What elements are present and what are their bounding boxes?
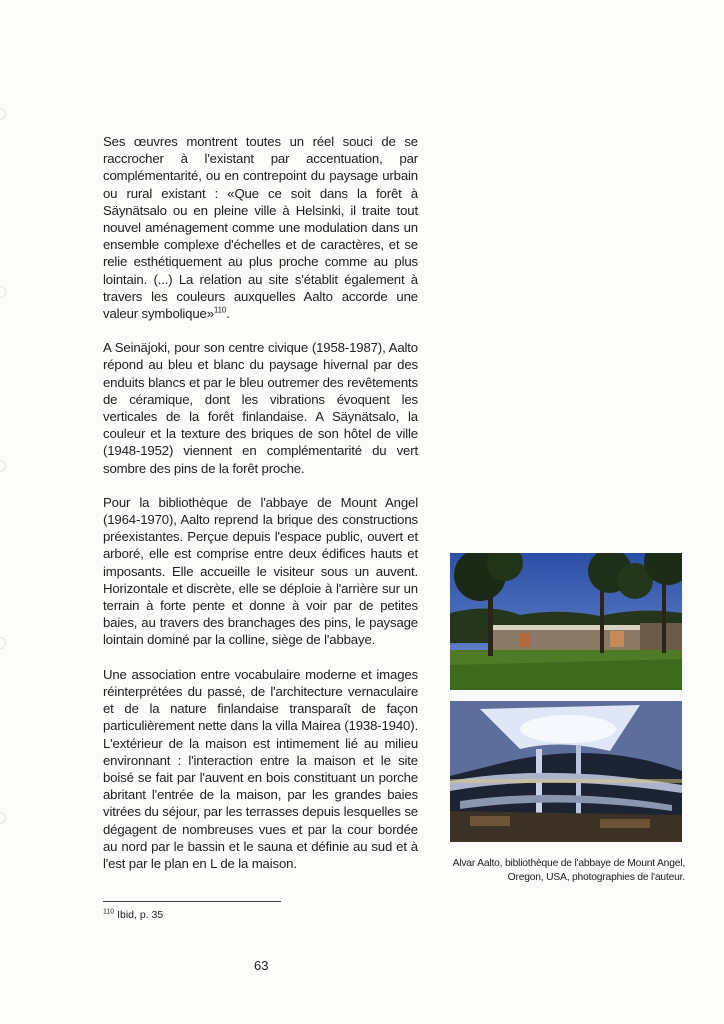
library-interior-photo (450, 701, 682, 842)
paragraph: Ses œuvres montrent toutes un réel souci de se raccrocher à l'existant par accentuation, par complémentarité, ou en contrepoint du paysage urbain ou rural existant : «Que ce soit dans la forêt à Säynätsalo ou en pleine ville à Helsinki, il traite tout nouvel aménagement comme une modulation dans un ensemble complexe d'échelles et de caractères, et se relie esthétiquement au plus proche comme au plus lointain. (...) La relation au site s'établit également à travers les couleurs auxquelles Aalto accorde une valeur symbolique»$^{110}$. (103, 134, 418, 322)
paragraph: Une association entre vocabulaire moderne et images réinterprétées du passé, de l'architecture vernaculaire et de la nature finlandaise transparaît de façon particulièrement nette dans la villa Mairea (1938-1940). L'extérieur de la maison est intimement lié au milieu environnant : l'interaction entre la maison et le site boisé se fait par l'auvent en bois constituant un porche abritant l'entrée de la maison, par les grandes baies vitrées du séjour, par les terrasses depuis lesquelles se dégagent de nombreuses vues et par la cour bordée au nord par le bassin et le sauna et définie au sud et à l'est par le plan en L de la maison. (103, 666, 418, 871)
binding-mark (0, 637, 6, 649)
footnote-number: 110 (103, 908, 115, 916)
footnote-separator (103, 901, 281, 902)
footnote-reference[interactable]: 110 (213, 305, 227, 315)
paragraph: Pour la bibliothèque de l'abbaye de Mount Angel (1964-1970), Aalto reprend la brique des constructions préexistantes. Perçue depuis l'espace public, ouvert et arboré, elle est comprise entre deux édifices hauts et imposants. Elle accueille le visiteur sous un auvent. Horizontale et discrète, elle se déploie à l'arrière sur un terrain à forte pente et donne à voir par de petites baies, au travers des branchages des pins, le paysage lointain dominé par la colline, siège de l'abbaye. (103, 494, 418, 648)
binding-mark (0, 108, 6, 120)
footnote (103, 909, 163, 921)
page-number: 63 (254, 958, 269, 973)
binding-mark (0, 812, 6, 824)
paragraph: A Seinäjoki, pour son centre civique (1958-1987), Aalto répond au bleu et blanc du paysage hivernal par des enduits blancs et par le bleu outremer des revêtements de céramique, dont les vibrations évoquent les verticales de la forêt finlandaise. A Säynätsalo, la couleur et la texture des briques de son hôtel de ville (1948-1952) viennent en complémentarité du vert sombre des pins de la forêt proche. (103, 340, 418, 476)
library-exterior-photo (450, 553, 682, 690)
main-text-column (103, 133, 418, 889)
photo-caption: Alvar Aalto, bibliothèque de l'abbaye de Mount Angel, Oregon, USA, photographies de l'auteur. (452, 858, 685, 883)
binding-mark (0, 460, 6, 472)
paragraph-text: Ses œuvres montrent toutes un réel souci de se raccrocher à l'existant par accentuation, par complémentarité, ou en contrepoint du paysage urbain ou rural existant : «Que ce soit dans la forêt à Säynätsalo ou en pleine ville à Helsinki, il traite tout nouvel aménagement comme une modulation dans un ensemble complexe d'échelles et de caractères, et se relie esthétiquement au plus proche comme au plus lointain. (...) La relation au site s'établit également à travers les couleurs auxquelles Aalto accorde une valeur symbolique» (103, 134, 418, 322)
binding-mark (0, 286, 6, 298)
footnote-text: Ibid, p. 35 (117, 909, 164, 921)
